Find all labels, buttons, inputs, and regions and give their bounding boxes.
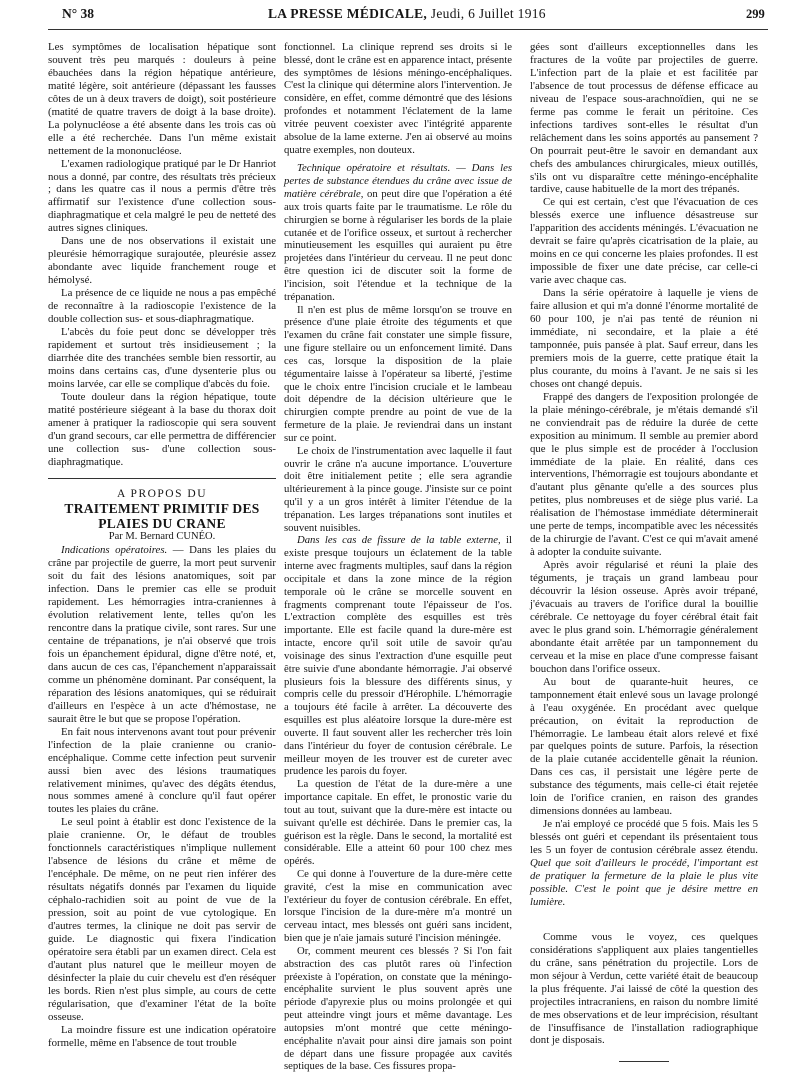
paragraph: La moindre fissure est une indication opératoire formelle, même en l'absence de tout trouble (48, 1023, 276, 1049)
paragraph: En fait nous intervenons avant tout pour prévenir l'infection de la plaie cranienne ou cranio-encéphalique. Comme cette infection peut survenir aussi bien avec des lésions traumatiques relativement minimes, qu'avec des dégâts étendus, nous sommes amené à conclure qu'il faut opérer toutes les plaies du crâne. (48, 725, 276, 816)
paragraph: Ce qui donne à l'ouverture de la dure-mère cette gravité, c'est la mise en communication avec l'extérieur du foyer de contusion cérébrale. En effet, lorsque l'incision de la dure-mère m'a montré un cerveau intact, mes blessés ont guéri sans incident, bien que je n'aie jamais suturé l'incision méningée. (284, 868, 512, 945)
section-label: A PROPOS DU (117, 488, 207, 501)
paragraph: Je n'ai employé ce procédé que 5 fois. Mais les 5 blessés ont guéri et cependant ils présentaient tous les 5 un foyer de contusion cérébrale assez étendu. Quel que soit d'ailleurs le procédé, l'important est de pratiquer la fermeture de la plaie le plus vite possible. C'est le point que je désire mettre en lumière. (530, 818, 758, 908)
section-divider (48, 478, 276, 479)
paragraph: Le choix de l'instrumentation avec laquelle il faut ouvrir le crâne n'a aucune importance. L'ouverture doit être initialement petite ; elle sera agrandie ultérieurement à la pince gouge. J'insiste sur ce point qu'il y a un gros intérêt à limiter l'étendue de la trépanation. Les larges trépanations sont inutiles et souvent nuisibles. (284, 444, 512, 534)
end-rule (619, 1061, 669, 1062)
column-3 (530, 41, 758, 1062)
paragraph: La question de l'état de la dure-mère a une importance capitale. En effet, le pronostic varie du tout au tout, suivant que la dure-mère est intacte ou suivant qu'elle est déchirée. Dans le premier cas, la guérison est la règle. Dans le second, la mortalité est considérable. Elle a atteint 60 pour 100 chez mes opérés. (284, 778, 512, 868)
paragraph: La présence de ce liquide ne nous a pas empêché de reconnaître à la radioscopie l'existence de la double collection sus- et sous-diaphragmatique. (48, 287, 276, 326)
issue-date: Jeudi, 6 Juillet 1916 (427, 6, 546, 21)
paragraph: Ce qui est certain, c'est que l'évacuation de ces blessés exerce une influence désastreuse sur l'apparition des accidents méningés. L'évacuation ne devrait se faire qu'après cicatrisation de la plaie, au moins en ce qui concerne les plaies profondes. Il est impossible de fixer une date précise, car celle-ci varie avec chaque cas. (530, 196, 758, 287)
paragraph: fonctionnel. La clinique reprend ses droits si le blessé, dont le crâne est en apparence intact, présente des symptômes de lésions méningo-encéphaliques. C'est la clinique qui détermine alors l'intervention. Je considère, en effet, comme démontré que des lésions profondes et notamment l'éclatement de la lame vitrée peuvent coexister avec l'intégrité apparente absolue de la lame externe. J'en ai observé au moins quatre exemples, non douteux. (284, 41, 512, 156)
paragraph: Au bout de quarante-huit heures, ce tamponnement était enlevé sous un lavage prolongé à l'eau oxygénée. En procédant avec quelque précaution, on évitait la reproduction de l'hémorragie. Le lambeau était alors relevé et fixé par quelques points de suture. Parfois, la résection de la plaie cutanée accidentelle gênait la réunion. Dans ces cas, il persistait une légère perte de substance des téguments, mais celle-ci était rejetée loin de l'orifice cranien, en raison des grandes dimensions données au lambeau. (530, 675, 758, 818)
paragraph: Comme vous le voyez, ces quelques considérations s'appliquent aux plaies tangentielles du crâne, sans pénétration du projectile. Lors de mon séjour à Verdun, cette variété était de beaucoup la plus fréquente. J'ai laissé de côté la question des projectiles intracraniens, en raison du nombre limité de mes observations et de leur imprécision, résultant de l'insuffisance de l'installation radiographique dont je disposais. (530, 930, 758, 1047)
journal-name: LA PRESSE MÉDICALE, (268, 6, 428, 21)
paragraph: Le seul point à établir est donc l'existence de la plaie cranienne. Or, le défaut de troubles fonctionnels caractéristiques n'implique nullement l'absence de lésions du crâne et même de l'encéphale. De même, on ne peut rien inférer des résultats négatifs donnés par l'examen du liquide céphalo-rachidien soit au point de vue de la pression, soit au point de vue cytologique. En d'autres termes, la clinique ne doit pas servir de guide. Le diagnostic qui fixera l'indication opératoire sera établi par un examen direct. Cela est d'autant plus naturel que le meilleur moyen de désinfecter la plaie du cuir chevelu est d'en réséquer les bords. Rien n'est plus simple, au cours de cette régularisation, que d'examiner l'état de la boîte osseuse. (48, 816, 276, 1023)
paragraph: Toute douleur dans la région hépatique, toute matité postérieure siégeant à la base du thorax doit amener à pratiquer la radioscopie qui sera souvent d'un grand secours, car elle permettra de différencier une collection sus- d'une collection sous-diaphragmatique. (48, 390, 276, 468)
page-number: 299 (746, 7, 765, 21)
paragraph: gées sont d'ailleurs exceptionnelles dans les fractures de la voûte par projectiles de guerre. L'infection part de la plaie et est facilitée par l'absence de tout processus de défense efficace au niveau de l'espace sous-arachnoïdien, qui ne se ferme pas comme le ferait un péritoine. Ces infections tardives sont-elles le résultat d'un relâchement dans les soins apportés au pansement ? On pourrait peut-être le savoir en demandant aux chefs des ambulances chirurgicales, mieux outillés, s'ils ont vu disparaître cette méningo-encéphalite tardive, cause habituelle de la mort des trépanés. (530, 41, 758, 196)
paragraph: Il n'en est plus de même lorsqu'on se trouve en présence d'une plaie étroite des téguments et que l'examen du crâne fait constater une simple fissure, une figure stellaire ou un enfoncement limité. Dans ces cas, lorsque la disposition de la plaie tégumentaire laisse à l'opérateur sa liberté, j'estime que le choix entre l'incision cruciale et le lambeau doit dépendre de la décision ultérieure que le chirurgien compte prendre au point de vue de la fermeture de la plaie. Je reviendrai dans un instant sur ce point. (284, 303, 512, 444)
paragraph: L'examen radiologique pratiqué par le Dr Hanriot nous a donné, par contre, des résultats très précieux ; dans les quatre cas il nous a permis d'être très affirmatif sur l'existence d'une collection sous-diaphragmatique et cela malgré le peu de netteté des autres signes cliniques. (48, 157, 276, 235)
subheading-italic: Indications opératoires. (61, 544, 168, 557)
journal-header (268, 6, 546, 22)
paragraph: Dans la série opératoire à laquelle je viens de faire allusion et qui m'a donné l'énorme mortalité de 60 pour 100, je n'ai pas tenté de réunion ni immédiate, ni secondaire, et la plaie a été tamponnée, puis pansée à plat. Sauf erreur, dans les premiers mois de la guerre, cette pratique était la plus courante, du moins à l'avant. Je ne sais si les choses ont changé depuis. (530, 287, 758, 390)
article-title: TRAITEMENT PRIMITIF DES PLAIES DU CRANE (64, 501, 260, 532)
header-rule (48, 29, 768, 30)
issue-number: N° 38 (62, 6, 95, 21)
subheading-italic: Technique opératoire et résultats. — Dans les pertes de substance étendues du crâne avec issue de matière cérébrale, (284, 162, 512, 201)
paragraph: Les symptômes de localisation hépatique sont souvent très peu marqués : douleurs à peine ébauchées dans la région hépatique antérieure, matité légère, soit antérieure (dépassant les fausses côtes de un à deux travers de doigt), soit postérieure (matité de quatre travers de doigt à la base droite). La polynucléose a été absente dans les trois cas où elle a été recherchée. Dans l'un même existait nettement de la mononucléose. (48, 41, 276, 157)
article-byline: Par M. Bernard CUNÉO. (108, 531, 216, 543)
paragraph: Indications opératoires. — Dans les plaies du crâne par projectile de guerre, la mort peut survenir soit du fait des lésions anatomiques, soit par infection. Dans le premier cas elle se produit rapidement. Les hémorragies intra-craniennes à évolution relativement lente, telles qu'on les rencontre dans la pratique civile, sont rares. Sur une centaine de trépanations, je n'ai observé que trois fois un épanchement épidural, digne d'être noté, et, dans aucun de ces cas, l'épanchement n'apparaissait comme un phénomène dominant. Par conséquent, la réparation des lésions anatomiques, qui se réduirait d'ailleurs en l'espèce à un acte d'hémostase, ne saurait être le but que se propose l'opération. (48, 544, 276, 725)
paragraph: Dans les cas de fissure de la table externe, il existe presque toujours un éclatement de la table interne avec fragments multiples, sauf dans la région occipitale et dans la zone mince de la région temporale où le crâne se morcelle souvent en fragments comprenant toute l'épaisseur de l'os. L'extraction complète des esquilles est très importante. Elle est facile quand la dure-mère est intacte, encore qu'il soit utile de savoir qu'au voisinage des sinus l'extraction d'une esquille peut être suivie d'une abondante hémorragie. J'ai observé plusieurs fois la blessure des différents sinus, y compris celle du pressoir d'Hérophile. L'hémorragie a toujours été facile à arrêter. La découverte des esquilles est plus aléatoire lorsque la dure-mère est ouverte. Il faut souvent aller les rechercher très loin dans l'intérieur du foyer de contusion cérébrale. Le meilleur moyen de les trouver est de cureter avec prudence les parois du foyer. (284, 534, 512, 778)
emphasis-italic: Quel que soit d'ailleurs le procédé, l'important est de pratiquer la fermeture de la plaie le plus vite possible. C'est le point que je désire mettre en lumière. (530, 857, 758, 908)
paragraph: Frappé des dangers de l'exposition prolongée de la plaie méningo-cérébrale, je m'étais demandé s'il ne conviendrait pas de réduire la durée de cette exposition au minimum. Il semble au premier abord que le plus simple est de procéder à l'occlusion immédiate de la plaie. En réalité, dans ces interventions, l'hémorragie est toujours abondante et d'autant plus gênante qu'elle a des sources plus petites, plus nombreuses et de siège plus varié. La réalisation de l'hémostase immédiate déterminerait une perte de temps, incompatible avec les nécessités de la chirurgie de l'avant. C'est ce qui m'avait amené à adopter la conduite suivante. (530, 390, 758, 559)
column-2 (284, 41, 512, 1073)
paragraph: Après avoir régularisé et réuni la plaie des téguments, je traçais un grand lambeau pour découvrir la lésion osseuse. Après avoir trépané, j'évacuais au travers de l'orifice dural la bouillie cérébrale. Ce nettoyage du foyer cérébral était fait avec le plus grand soin. L'hémorragie généralement abondante était arrêtée par un tamponnement du cerveau et la mise en place d'une compresse faisant bouchon dans l'orifice osseux. (530, 559, 758, 675)
paragraph: Technique opératoire et résultats. — Dans les pertes de substance étendues du crâne avec issue de matière cérébrale, on peut dire que l'opération a été aux trois quarts faite par le traumatisme. Le rôle du chirurgien se borne à régulariser les bords de la plaie cutanée et de l'orifice osseux, et surtout à rechercher minutieusement les esquilles qui auraient pu être projetées dans l'intérieur du cerveau. Il ne peut donc être question ici de discuter soit la forme de l'incision, soit l'étendue et la technique de la trépanation. (284, 162, 513, 303)
subheading-italic: Dans les cas de fissure de la table externe, (297, 534, 501, 547)
column-1 (48, 41, 276, 1050)
paragraph: Or, comment meurent ces blessés ? Si l'on fait abstraction des cas plutôt rares où l'infection préexiste à l'opération, on constate que la méningo-encéphalite survient le plus souvent après une période d'apyrexie plus ou moins prolongée et qui peut atteindre vingt jours et même davantage. Les autopsies m'ont montré que cette méningo-encéphalite n'avait pour ainsi dire jamais son point de départ dans une fissure propagée aux cavités septiques de la base. Ces fissures propa- (284, 944, 512, 1073)
paragraph: Dans une de nos observations il existait une pleurésie hémorragique surajoutée, pleurésie assez abondante avec liquide franchement rouge et hémolysé. (48, 235, 276, 287)
paragraph: L'abcès du foie peut donc se développer très rapidement et surtout très insidieusement ; la diarrhée dite des tranchées semble bien ressortir, au moins dans certains cas, d'une dysenterie plus ou moins larvée, car elle se complique d'abcès du foie. (48, 325, 276, 390)
